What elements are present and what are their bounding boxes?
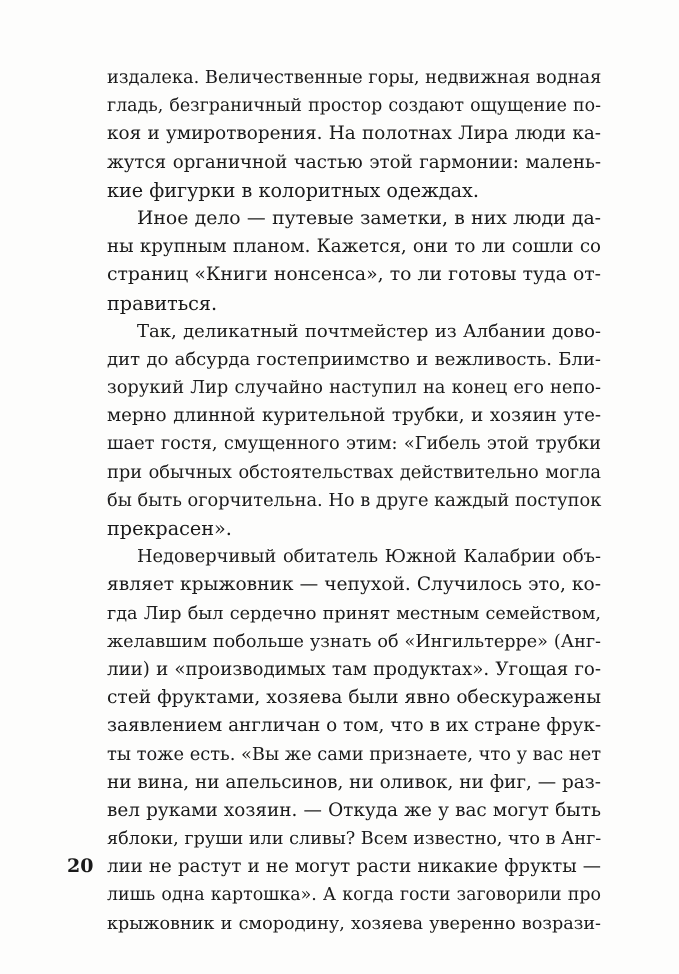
text-line: гладь, безграничный простор создают ощущение по- xyxy=(107,96,601,117)
text-line: яблоки, груши или сливы? Всем известно, что в Анг- xyxy=(107,829,602,850)
text-line: правиться. xyxy=(107,291,218,315)
text-line: Так, деликатный почтмейстер из Албании дово- xyxy=(137,320,601,342)
text-line: лии) и «производимых там продуктах». Угощая го- xyxy=(107,658,601,680)
text-line: Иное дело — путевые заметки, в них люди да- xyxy=(137,207,601,229)
text-line: лишь одна картошка». А когда гости заговорили про xyxy=(107,885,601,906)
text-line: кие фигурки в колоритных одеждах. xyxy=(107,178,479,202)
text-line: зорукий Лир случайно наступил на конец его непо- xyxy=(107,377,601,399)
text-line: лии не растут и не могут расти никакие фрукты — xyxy=(107,856,601,878)
text-line: ни вина, ни апельсинов, ни оливок, ни фиг, — раз- xyxy=(107,771,601,793)
text-line: стей фруктами, хозяева были явно обескуражены xyxy=(107,687,601,709)
body-text xyxy=(107,64,601,938)
text-line: желавшим побольше узнать об «Ингильтерре» (Анг- xyxy=(107,631,601,652)
text-line: издалека. Величественные горы, недвижная водная xyxy=(107,67,602,88)
text-line: коя и умиротворения. На полотнах Лира люди ка- xyxy=(107,123,601,145)
text-line: Недоверчивый обитатель Южной Калабрии объ- xyxy=(137,546,601,568)
text-line: прекрасен». xyxy=(107,517,232,540)
text-line: при обычных обстоятельствах действительно могла xyxy=(107,461,601,483)
text-line: бы быть огорчительна. Но в друге каждый поступок xyxy=(107,489,602,511)
text-line: вел руками хозяин. — Откуда же у вас могут быть xyxy=(107,799,601,821)
text-line: ты тоже есть. «Вы же сами признаете, что у вас нет xyxy=(107,743,602,765)
text-line: заявлением англичан о том, что в их стране фрук- xyxy=(107,715,602,737)
text-line: мерно длинной курительной трубки, и хозяин уте- xyxy=(107,405,601,427)
text-line: ны крупным планом. Кажется, они то ли сошли со xyxy=(107,236,601,258)
text-line: дит до абсурда гостеприимство и вежливость. Бли- xyxy=(107,348,601,370)
page-number: 20 xyxy=(67,855,94,877)
text-line: страниц «Книги нонсенса», то ли готовы туда от- xyxy=(107,264,601,286)
text-line: жутся органичной частью этой гармонии: малень- xyxy=(107,151,601,173)
text-line: крыжовник и смородину, хозяева уверенно возрази- xyxy=(107,913,601,934)
text-line: гда Лир был сердечно принят местным семейством, xyxy=(107,603,601,624)
text-line: являет крыжовник — чепухой. Случилось это, ко- xyxy=(107,574,601,596)
text-line: шает гостя, смущенного этим: «Гибель этой трубки xyxy=(107,433,601,455)
